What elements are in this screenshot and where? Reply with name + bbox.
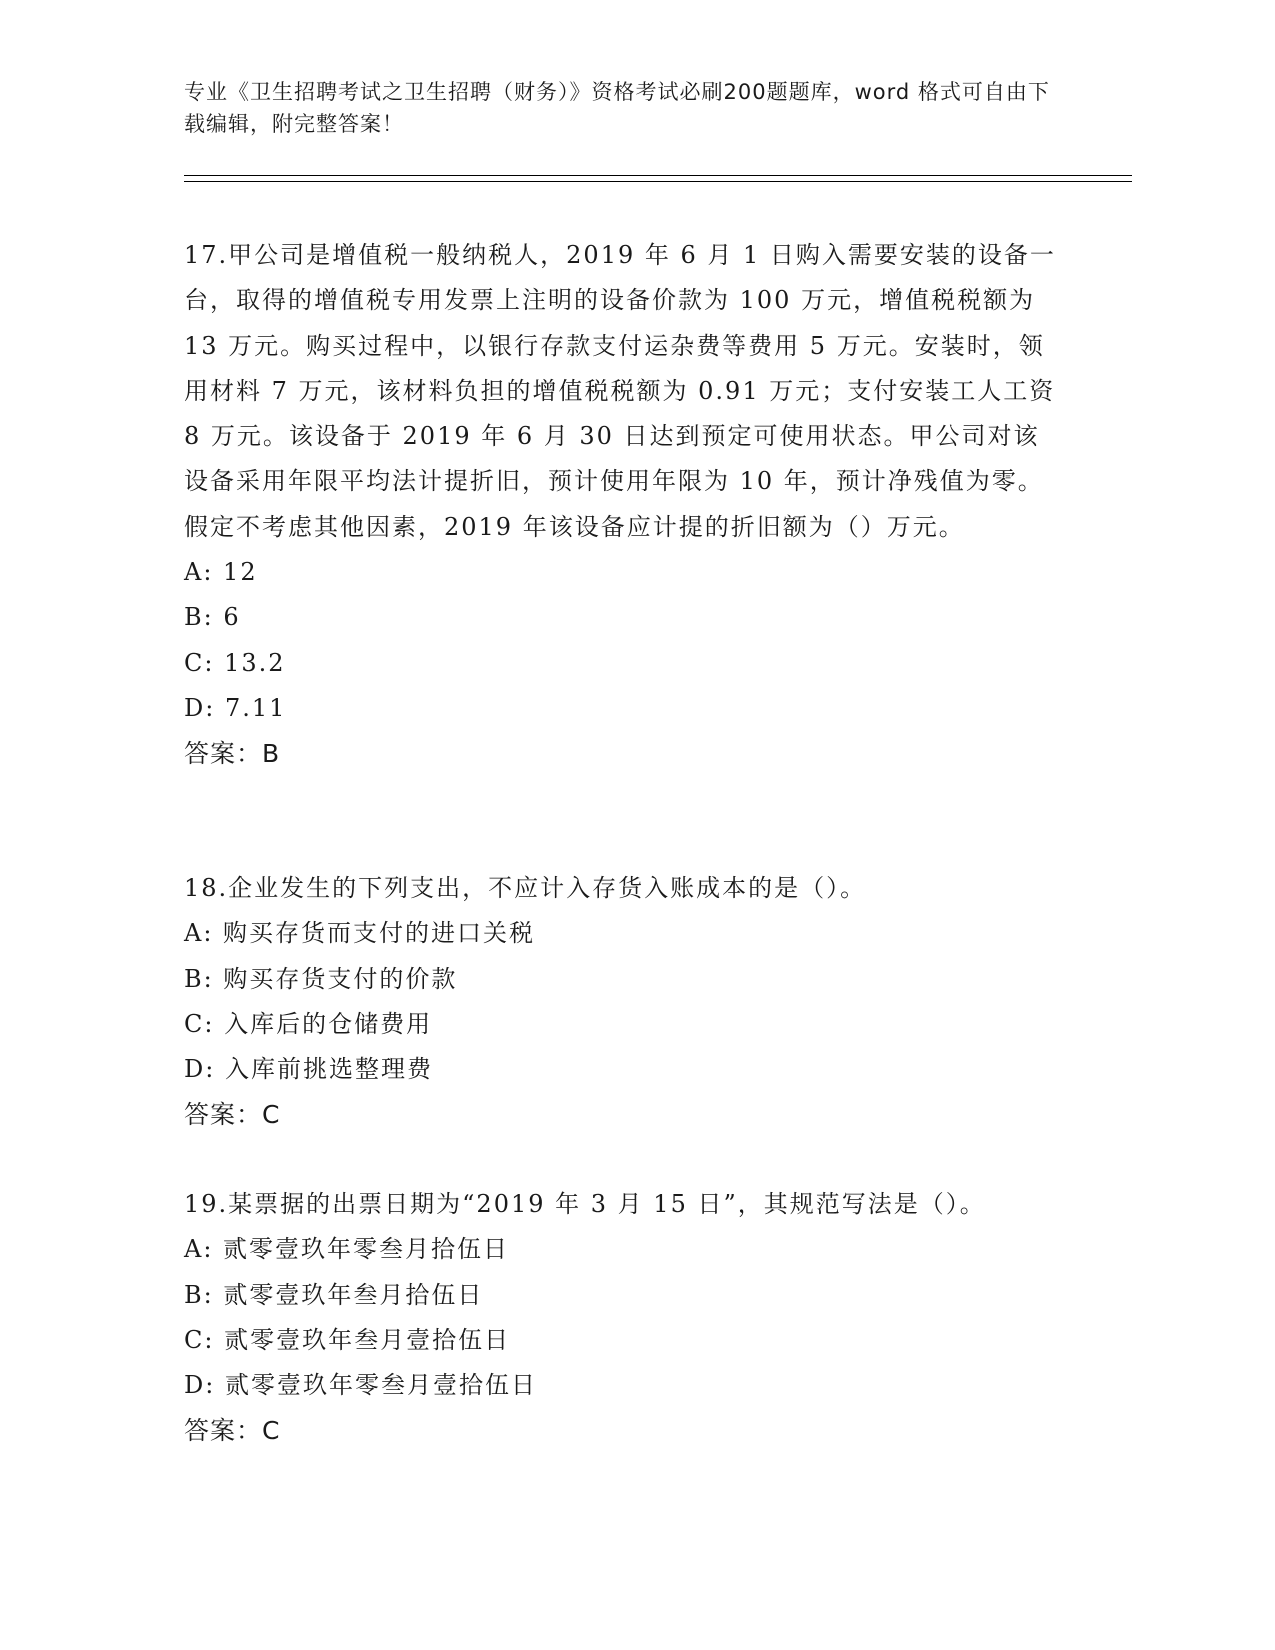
option-a: A: 购买存货而支付的进口关税 xyxy=(184,919,536,948)
page-header-text: 专业《卫生招聘考试之卫生招聘（财务）》资格考试必刷200题题库，word 格式可自由下载编辑，附完整答案！ xyxy=(184,80,1050,136)
option-d: D: 入库前挑选整理费 xyxy=(184,1055,433,1084)
header-divider-top xyxy=(184,175,1132,176)
option-b: B: 6 xyxy=(184,603,241,632)
question-18 xyxy=(184,866,1064,1138)
option-c: C: 入库后的仓储费用 xyxy=(184,1009,433,1038)
option-c: C: 13.2 xyxy=(184,648,286,677)
answer-line: 答案：C xyxy=(184,1416,281,1446)
option-d: D: 7.11 xyxy=(184,693,287,722)
answer-line: 答案：B xyxy=(184,739,281,769)
option-a: A: 贰零壹玖年零叁月拾伍日 xyxy=(184,1235,510,1264)
option-c: C: 贰零壹玖年叁月壹拾伍日 xyxy=(184,1325,511,1354)
question-17 xyxy=(184,233,1064,777)
option-b: B: 贰零壹玖年叁月拾伍日 xyxy=(184,1280,484,1309)
option-a: A: 12 xyxy=(184,558,258,587)
header-divider-bottom xyxy=(184,181,1132,182)
question-stem: 18.企业发生的下列支出，不应计入存货入账成本的是（）。 xyxy=(184,874,867,902)
question-19 xyxy=(184,1182,1064,1454)
question-stem: 19.某票据的出票日期为“2019 年 3 月 15 日”，其规范写法是（）。 xyxy=(184,1190,986,1218)
option-b: B: 购买存货支付的价款 xyxy=(184,964,458,993)
option-d: D: 贰零壹玖年零叁月壹拾伍日 xyxy=(184,1371,537,1400)
answer-line: 答案：C xyxy=(184,1100,281,1130)
question-stem: 17.甲公司是增值税一般纳税人，2019 年 6 月 1 日购入需要安装的设备一台，取得的增值税专用发票上注明的设备价款为 100 万元，增值税税额为 13 万元。购买过程中，以银行存款支付运杂费等费用 5 万元。安装时，领用材料 7 万元，该材料负担的增值税税额为 0.91 万元；支付安装工人工资 8 万元。该设备于 2019 年 6 月 30 日达到预定可使用状态。甲公司对该设备采用年限平均法计提折旧，预计使用年限为 10 年，预计净残值为零。假定不考虑其他因素，2019 年该设备应计提的折旧额为（）万元。 xyxy=(184,241,1056,541)
